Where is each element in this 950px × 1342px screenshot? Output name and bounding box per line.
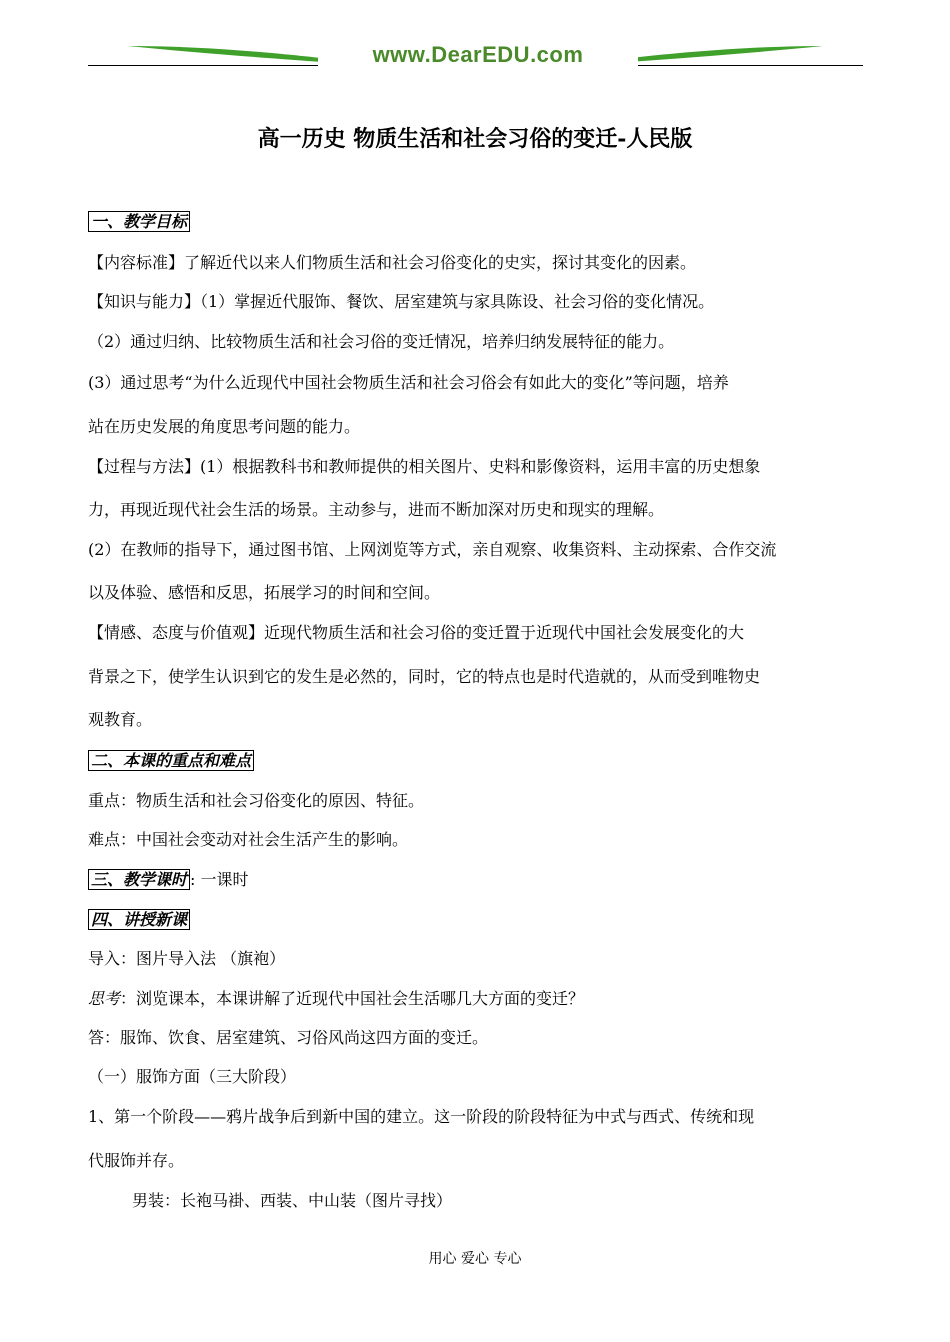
page-header [88, 36, 863, 72]
text-line: 男装：长袍马褂、西装、中山装（图片寻找） [132, 1191, 453, 1210]
think-text: ：浏览课本，本课讲解了近现代中国社会生活哪几大方面的变迁？ [120, 989, 585, 1008]
text-line: 【内容标准】了解近代以来人们物质生活和社会习俗变化的史实，探讨其变化的因素。 [88, 253, 697, 272]
text-line [88, 988, 584, 1010]
text-line: 答：服饰、饮食、居室建筑、习俗风尚这四方面的变迁。 [88, 1028, 489, 1047]
think-label: 思考 [88, 989, 121, 1008]
section-label: 三、教学课时 [88, 869, 190, 890]
text-line: 【知识与能力】（1）掌握近代服饰、餐饮、居室建筑与家具陈设、社会习俗的变化情况。 [88, 292, 715, 311]
section-heading-1 [88, 211, 190, 233]
document-title: 高一历史 物质生活和社会习俗的变迁-人民版 [257, 126, 693, 152]
section-label: 一、教学目标 [88, 211, 190, 232]
section-heading-4 [88, 909, 190, 931]
text-line: 1、第一个阶段——鸦片战争后到新中国的建立。这一阶段的阶段特征为中式与西式、传统和现 [88, 1107, 755, 1126]
page-footer: 用心 爱心 专心 [428, 1251, 522, 1267]
text-line: 以及体验、感悟和反思，拓展学习的时间和空间。 [88, 583, 441, 602]
text-line: (3）通过思考“为什么近现代中国社会物质生活和社会习俗会有如此大的变化”等问题，培养 [88, 373, 729, 392]
text-line: 难点：中国社会变动对社会生活产生的影响。 [88, 830, 409, 849]
text-line: 【过程与方法】(1）根据教科书和教师提供的相关图片、史料和影像资料，运用丰富的历史想象 [88, 457, 761, 476]
text-line: 导入：图片导入法 （旗袍） [88, 949, 286, 968]
section-suffix: : 一课时 [190, 870, 249, 889]
text-line: 力，再现近现代社会生活的场景。主动参与，进而不断加深对历史和现实的理解。 [88, 500, 665, 519]
site-logo: www.DearEDU.com [318, 42, 638, 68]
section-heading-3 [88, 869, 249, 891]
section-label: 四、讲授新课 [88, 909, 190, 930]
text-line: 【情感、态度与价值观】近现代物质生活和社会习俗的变迁置于近现代中国社会发展变化的大 [88, 623, 745, 642]
text-line: 代服饰并存。 [88, 1151, 185, 1170]
text-line: （一）服饰方面（三大阶段） [88, 1067, 297, 1086]
text-line: 重点：物质生活和社会习俗变化的原因、特征。 [88, 791, 425, 810]
text-line: (2）在教师的指导下，通过图书馆、上网浏览等方式，亲自观察、收集资料、主动探索、合作交流 [88, 540, 777, 559]
section-heading-2 [88, 750, 254, 772]
section-label: 二、本课的重点和难点 [88, 750, 254, 771]
text-line: 站在历史发展的角度思考问题的能力。 [88, 417, 361, 436]
text-line: （2）通过归纳、比较物质生活和社会习俗的变迁情况，培养归纳发展特征的能力。 [88, 332, 675, 351]
text-line: 观教育。 [88, 710, 153, 729]
text-line: 背景之下，使学生认识到它的发生是必然的，同时，它的特点也是时代造就的，从而受到唯物史 [88, 667, 761, 686]
